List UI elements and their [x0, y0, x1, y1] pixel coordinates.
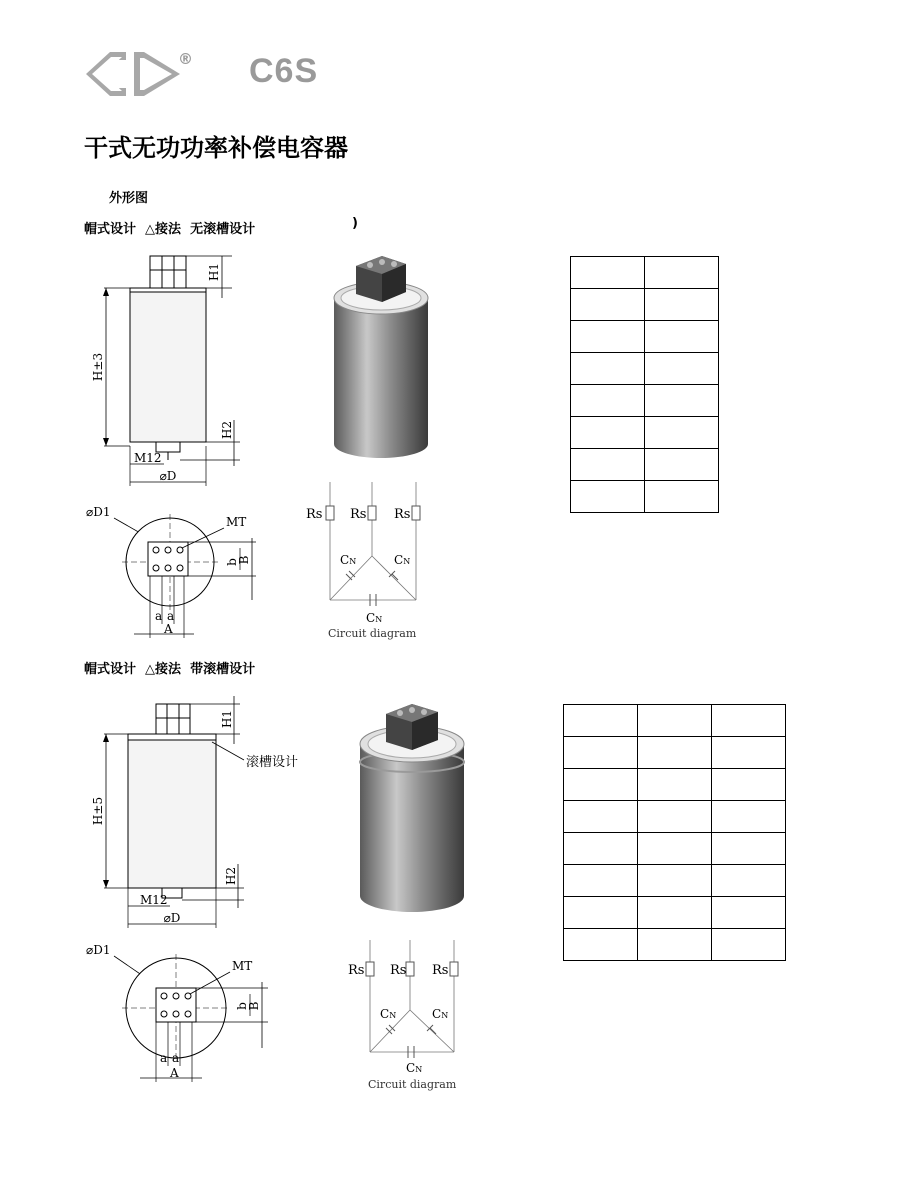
dim-H: H±3	[91, 352, 105, 382]
outline-heading: 外形图	[109, 191, 149, 206]
table-cell	[638, 865, 712, 897]
groove-label: 滚槽设计	[246, 755, 299, 770]
table-cell	[712, 737, 786, 769]
table-cell	[645, 449, 719, 481]
table-cell	[638, 705, 712, 737]
table-cell	[638, 929, 712, 961]
table-cell	[564, 705, 638, 737]
dim-a1: a	[155, 609, 163, 623]
dim-A: A	[164, 622, 173, 636]
model-name: C6S	[249, 52, 319, 90]
section1-circuit-diagram	[304, 478, 426, 642]
table-cell	[712, 833, 786, 865]
company-logo	[84, 48, 184, 102]
table-cell	[645, 257, 719, 289]
table-row	[564, 737, 786, 769]
table-cell	[645, 321, 719, 353]
dim-D: ⌀D	[163, 911, 181, 925]
dim-B: B	[237, 555, 251, 565]
dim-D1: ⌀D1	[86, 943, 111, 957]
table-cell	[571, 353, 645, 385]
table-cell	[645, 353, 719, 385]
table-cell	[564, 737, 638, 769]
table-cell	[571, 257, 645, 289]
registered-mark: ®	[178, 50, 193, 68]
table-cell	[638, 769, 712, 801]
table-row	[571, 449, 719, 481]
rs-label-1: Rs	[348, 963, 365, 978]
section2-spec-table	[563, 704, 786, 961]
rs-label-2: Rs	[390, 963, 407, 978]
rs-label-3: Rs	[432, 963, 449, 978]
dim-H: H±5	[91, 796, 105, 826]
table-row	[564, 865, 786, 897]
circuit-caption: Circuit diagram	[368, 1078, 457, 1091]
dim-MT: MT	[232, 959, 253, 973]
table-row	[571, 289, 719, 321]
table-cell	[571, 417, 645, 449]
cn-label-3: CN	[366, 611, 383, 625]
dim-H2: H2	[220, 420, 234, 440]
section1-top-view	[84, 500, 260, 642]
table-cell	[564, 929, 638, 961]
section1-spec-table	[570, 256, 719, 513]
dim-a2: a	[167, 609, 175, 623]
dim-M12: M12	[140, 893, 168, 907]
table-row	[564, 929, 786, 961]
table-row	[571, 353, 719, 385]
table-cell	[571, 481, 645, 513]
cn-label-2: CN	[394, 553, 411, 567]
table-cell	[638, 833, 712, 865]
dim-a2: a	[172, 1051, 180, 1065]
dim-A: A	[170, 1066, 179, 1080]
table-cell	[638, 897, 712, 929]
table-cell	[571, 385, 645, 417]
table-cell	[712, 801, 786, 833]
table-cell	[564, 897, 638, 929]
table-cell	[645, 385, 719, 417]
rs-label-2: Rs	[350, 507, 367, 522]
dim-H1: H1	[207, 262, 221, 282]
circuit-caption: Circuit diagram	[328, 627, 417, 640]
cn-label-1: CN	[340, 553, 357, 567]
table-cell	[645, 417, 719, 449]
dim-MT: MT	[226, 515, 247, 529]
table-row	[564, 897, 786, 929]
table-cell	[645, 289, 719, 321]
table-cell	[712, 897, 786, 929]
terminal-block	[150, 256, 186, 288]
cn-label-3: CN	[406, 1061, 423, 1075]
table-cell	[638, 737, 712, 769]
section2-side-view	[84, 690, 304, 930]
dim-D1: ⌀D1	[86, 505, 111, 519]
dim-B: B	[247, 1001, 261, 1011]
section1-capacitor-render	[330, 252, 432, 464]
table-row	[564, 769, 786, 801]
table-row	[571, 321, 719, 353]
table-row	[571, 417, 719, 449]
table-cell	[645, 481, 719, 513]
table-cell	[712, 865, 786, 897]
section1-paren: )	[352, 216, 358, 231]
table-cell	[638, 801, 712, 833]
section1-label: 帽式设计 △接法 无滚槽设计	[84, 222, 256, 237]
section2-top-view	[84, 938, 274, 1084]
table-row	[564, 801, 786, 833]
table-row	[564, 833, 786, 865]
table-cell	[564, 865, 638, 897]
can-body	[130, 292, 206, 442]
rs-label-3: Rs	[394, 507, 411, 522]
table-cell	[564, 833, 638, 865]
table-cell	[712, 705, 786, 737]
table-row	[571, 385, 719, 417]
page-title: 干式无功功率补偿电容器	[84, 134, 348, 162]
table-cell	[571, 321, 645, 353]
section2-circuit-diagram	[346, 936, 468, 1094]
rs-label-1: Rs	[306, 507, 323, 522]
table-cell	[712, 769, 786, 801]
table-row	[571, 257, 719, 289]
table-cell	[564, 801, 638, 833]
table-cell	[712, 929, 786, 961]
dim-b: b	[235, 1002, 249, 1010]
table-row	[564, 705, 786, 737]
section1-side-view	[84, 250, 254, 490]
dim-D: ⌀D	[159, 469, 177, 483]
cn-label-2: CN	[432, 1007, 449, 1021]
dim-a1: a	[160, 1051, 168, 1065]
dim-H2: H2	[224, 866, 238, 886]
section2-label: 帽式设计 △接法 带滚槽设计	[84, 662, 256, 677]
cn-label-1: CN	[380, 1007, 397, 1021]
table-cell	[571, 449, 645, 481]
table-row	[571, 481, 719, 513]
dim-H1: H1	[220, 709, 234, 729]
table-cell	[564, 769, 638, 801]
table-cell	[571, 289, 645, 321]
dim-M12: M12	[134, 451, 162, 465]
section2-capacitor-render	[356, 700, 468, 916]
dim-b: b	[225, 558, 239, 566]
